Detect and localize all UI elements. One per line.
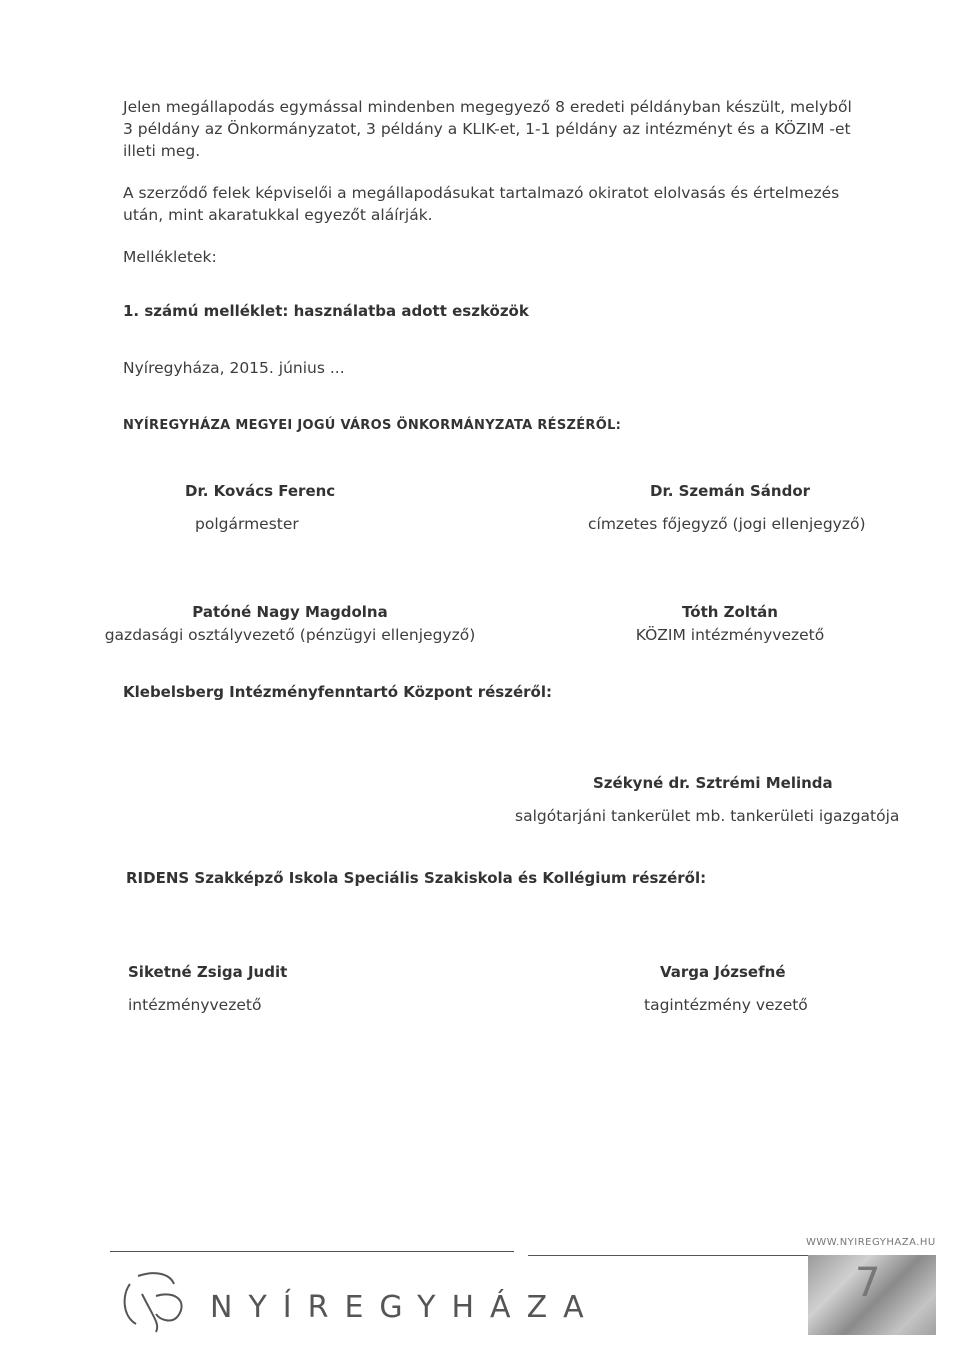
city-logo-icon: [116, 1266, 196, 1342]
signatory-name-kovacs: Dr. Kovács Ferenc: [185, 482, 336, 500]
place-date: Nyíregyháza, 2015. június ...: [123, 359, 345, 377]
page-number: 7: [855, 1260, 881, 1306]
signatory-title-siketne: intézményvezető: [128, 996, 262, 1014]
signatory-name-toth: Tóth Zoltán: [682, 603, 778, 621]
attachment-item-1: 1. számú melléklet: használatba adott eszközök: [123, 302, 529, 320]
footer-divider-right: [528, 1255, 808, 1256]
agreement-copies-paragraph: Jelen megállapodás egymással mindenben megegyező 8 eredeti példányban készült, melyből 3 példány az Önkormányzatot, 3 példány a KLIK-et, 1-1 példány az intézményt és a KÖZIM -et illeti meg.: [123, 98, 852, 160]
section-ridens-heading: RIDENS Szakképző Iskola Speciális Szakiskola és Kollégium részéről:: [126, 869, 707, 887]
signatory-title-szeman: címzetes főjegyző (jogi ellenjegyző): [588, 515, 866, 533]
signatory-name-szekyne: Székyné dr. Sztrémi Melinda: [593, 774, 833, 792]
signatory-name-szeman: Dr. Szemán Sándor: [650, 482, 811, 500]
signatory-name-patone: Patóné Nagy Magdolna: [192, 603, 388, 621]
signatory-name-siketne: Siketné Zsiga Judit: [128, 963, 288, 981]
brand-wordmark: NYÍREGYHÁZA: [210, 1290, 600, 1325]
attachments-heading: Mellékletek:: [123, 248, 217, 266]
signatory-name-varga: Varga Józsefné: [660, 963, 786, 981]
section-municipality-heading: NYÍREGYHÁZA MEGYEI JOGÚ VÁROS ÖNKORMÁNYZATA RÉSZÉRŐL:: [123, 418, 622, 433]
signing-paragraph: A szerződő felek képviselői a megállapodásukat tartalmazó okiratot elolvasás és értelmezés után, mint akaratukkal egyezőt aláírják.: [123, 184, 840, 224]
signatory-title-toth: KÖZIM intézményvezető: [635, 626, 825, 644]
signatory-title-varga: tagintézmény vezető: [644, 996, 808, 1014]
section-klik-heading: Klebelsberg Intézményfenntartó Központ részéről:: [123, 683, 552, 701]
footer-divider-left: [110, 1251, 514, 1252]
signatory-title-patone: gazdasági osztályvezető (pénzügyi ellenjegyző): [104, 626, 476, 644]
signatory-title-szekyne: salgótarjáni tankerület mb. tankerületi igazgatója: [515, 807, 900, 825]
signatory-title-kovacs: polgármester: [195, 515, 299, 533]
website-url: WWW.NYIREGYHAZA.HU: [806, 1237, 936, 1248]
